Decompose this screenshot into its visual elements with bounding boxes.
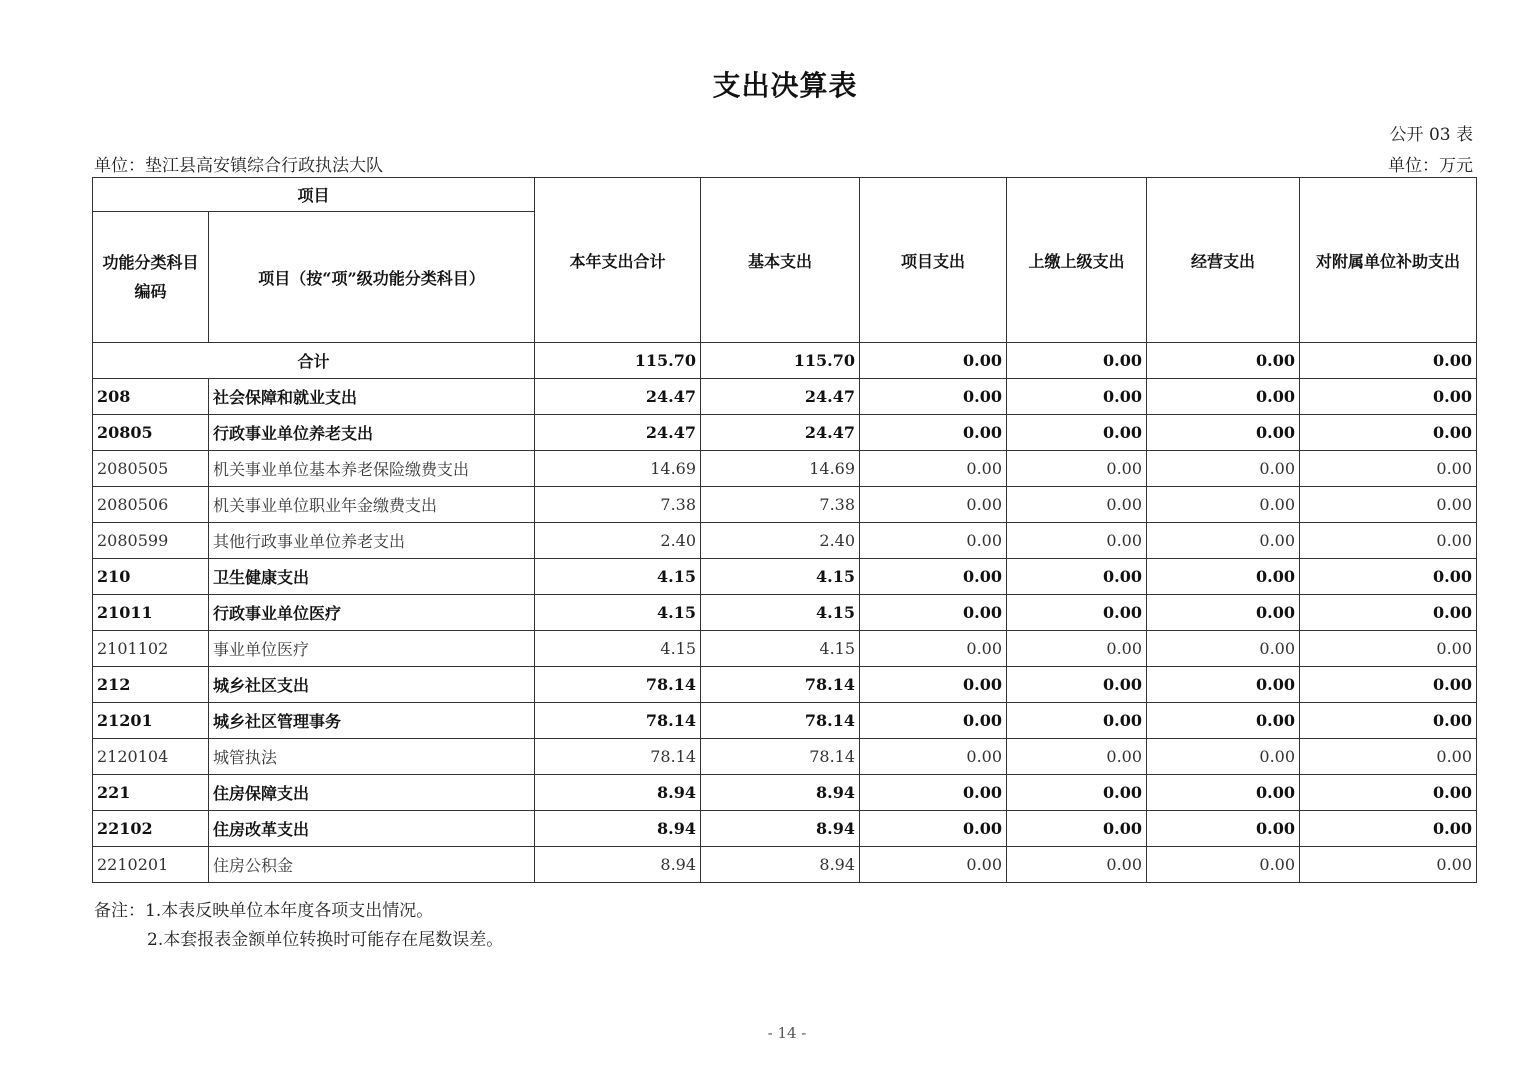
note-1: 备注：1.本表反映单位本年度各项支出情况。 <box>94 901 434 921</box>
row-cell-subsidy: 0.00 <box>1300 631 1477 667</box>
row-cell-business: 0.00 <box>1147 595 1300 631</box>
row-cell-upper: 0.00 <box>1007 451 1147 487</box>
row-cell-project: 0.00 <box>860 415 1007 451</box>
row-cell-total: 7.38 <box>535 487 701 523</box>
table-row <box>93 451 1477 487</box>
row-name: 住房保障支出 <box>209 775 535 811</box>
row-name: 社会保障和就业支出 <box>209 379 535 415</box>
row-cell-total: 2.40 <box>535 523 701 559</box>
row-code: 2120104 <box>93 739 209 775</box>
row-cell-subsidy: 0.00 <box>1300 739 1477 775</box>
row-cell-business: 0.00 <box>1147 415 1300 451</box>
header-project: 项目支出 <box>860 178 1007 343</box>
row-cell-subsidy: 0.00 <box>1300 847 1477 883</box>
total-cell-total: 115.70 <box>535 343 701 379</box>
header-business: 经营支出 <box>1147 178 1300 343</box>
row-cell-project: 0.00 <box>860 451 1007 487</box>
row-cell-upper: 0.00 <box>1007 811 1147 847</box>
row-cell-upper: 0.00 <box>1007 631 1147 667</box>
row-cell-total: 4.15 <box>535 559 701 595</box>
currency-unit: 单位：万元 <box>1388 156 1473 176</box>
row-cell-project: 0.00 <box>860 487 1007 523</box>
row-code: 212 <box>93 667 209 703</box>
row-cell-upper: 0.00 <box>1007 559 1147 595</box>
row-cell-project: 0.00 <box>860 667 1007 703</box>
page-title: 支出决算表 <box>712 69 858 102</box>
row-cell-upper: 0.00 <box>1007 703 1147 739</box>
row-code: 21011 <box>93 595 209 631</box>
row-cell-upper: 0.00 <box>1007 595 1147 631</box>
row-code: 20805 <box>93 415 209 451</box>
row-cell-subsidy: 0.00 <box>1300 703 1477 739</box>
row-code: 210 <box>93 559 209 595</box>
row-cell-upper: 0.00 <box>1007 739 1147 775</box>
row-cell-business: 0.00 <box>1147 667 1300 703</box>
row-cell-subsidy: 0.00 <box>1300 379 1477 415</box>
row-name: 城管执法 <box>209 739 535 775</box>
row-code: 2080505 <box>93 451 209 487</box>
row-cell-total: 8.94 <box>535 847 701 883</box>
row-name: 行政事业单位养老支出 <box>209 415 535 451</box>
table-row <box>93 379 1477 415</box>
row-cell-business: 0.00 <box>1147 703 1300 739</box>
row-cell-total: 24.47 <box>535 379 701 415</box>
total-cell-business: 0.00 <box>1147 343 1300 379</box>
row-cell-project: 0.00 <box>860 775 1007 811</box>
row-cell-total: 4.15 <box>535 595 701 631</box>
table-row <box>93 667 1477 703</box>
row-cell-subsidy: 0.00 <box>1300 595 1477 631</box>
row-cell-basic: 14.69 <box>701 451 860 487</box>
row-cell-subsidy: 0.00 <box>1300 559 1477 595</box>
row-cell-upper: 0.00 <box>1007 847 1147 883</box>
header-total: 本年支出合计 <box>535 178 701 343</box>
row-cell-upper: 0.00 <box>1007 775 1147 811</box>
row-cell-subsidy: 0.00 <box>1300 451 1477 487</box>
row-cell-business: 0.00 <box>1147 487 1300 523</box>
row-cell-business: 0.00 <box>1147 523 1300 559</box>
row-name: 住房改革支出 <box>209 811 535 847</box>
row-cell-basic: 7.38 <box>701 487 860 523</box>
row-cell-project: 0.00 <box>860 559 1007 595</box>
row-code: 2101102 <box>93 631 209 667</box>
row-cell-basic: 4.15 <box>701 559 860 595</box>
total-cell-subsidy: 0.00 <box>1300 343 1477 379</box>
row-cell-project: 0.00 <box>860 631 1007 667</box>
header-code: 功能分类科目编码 <box>93 212 209 343</box>
row-cell-total: 78.14 <box>535 739 701 775</box>
row-cell-business: 0.00 <box>1147 847 1300 883</box>
header-name: 项目（按“项”级功能分类科目） <box>209 212 535 343</box>
row-name: 卫生健康支出 <box>209 559 535 595</box>
page-number: - 14 - <box>767 1024 807 1042</box>
row-cell-basic: 2.40 <box>701 523 860 559</box>
row-name: 住房公积金 <box>209 847 535 883</box>
notes <box>94 897 503 955</box>
row-cell-basic: 4.15 <box>701 595 860 631</box>
row-cell-basic: 24.47 <box>701 379 860 415</box>
row-cell-basic: 78.14 <box>701 703 860 739</box>
row-code: 2210201 <box>93 847 209 883</box>
table-row <box>93 415 1477 451</box>
row-cell-project: 0.00 <box>860 739 1007 775</box>
row-cell-total: 4.15 <box>535 631 701 667</box>
table-row <box>93 487 1477 523</box>
row-code: 208 <box>93 379 209 415</box>
row-cell-subsidy: 0.00 <box>1300 811 1477 847</box>
row-cell-business: 0.00 <box>1147 775 1300 811</box>
row-cell-basic: 24.47 <box>701 415 860 451</box>
row-cell-business: 0.00 <box>1147 811 1300 847</box>
row-cell-project: 0.00 <box>860 523 1007 559</box>
total-cell-upper: 0.00 <box>1007 343 1147 379</box>
row-name: 机关事业单位职业年金缴费支出 <box>209 487 535 523</box>
row-cell-total: 78.14 <box>535 667 701 703</box>
row-cell-basic: 4.15 <box>701 631 860 667</box>
row-cell-basic: 78.14 <box>701 739 860 775</box>
row-cell-subsidy: 0.00 <box>1300 775 1477 811</box>
header-basic: 基本支出 <box>701 178 860 343</box>
table-row <box>93 631 1477 667</box>
total-label: 合计 <box>93 343 535 379</box>
row-code: 221 <box>93 775 209 811</box>
row-cell-subsidy: 0.00 <box>1300 523 1477 559</box>
row-name: 城乡社区支出 <box>209 667 535 703</box>
header-project-group: 项目 <box>93 178 535 212</box>
header-subsidy: 对附属单位补助支出 <box>1300 178 1477 343</box>
row-cell-total: 8.94 <box>535 811 701 847</box>
row-code: 21201 <box>93 703 209 739</box>
row-cell-basic: 78.14 <box>701 667 860 703</box>
row-cell-upper: 0.00 <box>1007 523 1147 559</box>
table-row <box>93 811 1477 847</box>
total-row <box>93 343 1477 379</box>
note-2: 2.本套报表金额单位转换时可能存在尾数误差。 <box>147 930 504 950</box>
row-cell-project: 0.00 <box>860 847 1007 883</box>
table-row <box>93 595 1477 631</box>
row-code: 22102 <box>93 811 209 847</box>
row-cell-total: 8.94 <box>535 775 701 811</box>
row-name: 机关事业单位基本养老保险缴费支出 <box>209 451 535 487</box>
row-cell-business: 0.00 <box>1147 451 1300 487</box>
expenditure-table <box>92 177 1477 883</box>
row-cell-upper: 0.00 <box>1007 487 1147 523</box>
table-row <box>93 739 1477 775</box>
row-cell-upper: 0.00 <box>1007 415 1147 451</box>
row-cell-subsidy: 0.00 <box>1300 415 1477 451</box>
row-name: 其他行政事业单位养老支出 <box>209 523 535 559</box>
row-cell-basic: 8.94 <box>701 775 860 811</box>
row-cell-total: 14.69 <box>535 451 701 487</box>
reporting-unit: 单位：垫江县高安镇综合行政执法大队 <box>94 156 383 176</box>
table-id: 公开 03 表 <box>1389 125 1473 145</box>
row-name: 事业单位医疗 <box>209 631 535 667</box>
row-cell-project: 0.00 <box>860 595 1007 631</box>
header-upper: 上缴上级支出 <box>1007 178 1147 343</box>
total-cell-project: 0.00 <box>860 343 1007 379</box>
table-row <box>93 703 1477 739</box>
row-cell-subsidy: 0.00 <box>1300 487 1477 523</box>
row-cell-total: 78.14 <box>535 703 701 739</box>
row-cell-business: 0.00 <box>1147 739 1300 775</box>
row-code: 2080506 <box>93 487 209 523</box>
row-name: 行政事业单位医疗 <box>209 595 535 631</box>
row-cell-business: 0.00 <box>1147 379 1300 415</box>
row-cell-upper: 0.00 <box>1007 667 1147 703</box>
row-cell-total: 24.47 <box>535 415 701 451</box>
row-cell-upper: 0.00 <box>1007 379 1147 415</box>
row-cell-project: 0.00 <box>860 703 1007 739</box>
table-row <box>93 847 1477 883</box>
row-cell-subsidy: 0.00 <box>1300 667 1477 703</box>
table-row <box>93 775 1477 811</box>
table-row <box>93 523 1477 559</box>
total-cell-basic: 115.70 <box>701 343 860 379</box>
row-cell-business: 0.00 <box>1147 631 1300 667</box>
row-cell-project: 0.00 <box>860 379 1007 415</box>
row-cell-business: 0.00 <box>1147 559 1300 595</box>
row-code: 2080599 <box>93 523 209 559</box>
table-row <box>93 559 1477 595</box>
row-name: 城乡社区管理事务 <box>209 703 535 739</box>
row-cell-basic: 8.94 <box>701 811 860 847</box>
row-cell-project: 0.00 <box>860 811 1007 847</box>
row-cell-basic: 8.94 <box>701 847 860 883</box>
